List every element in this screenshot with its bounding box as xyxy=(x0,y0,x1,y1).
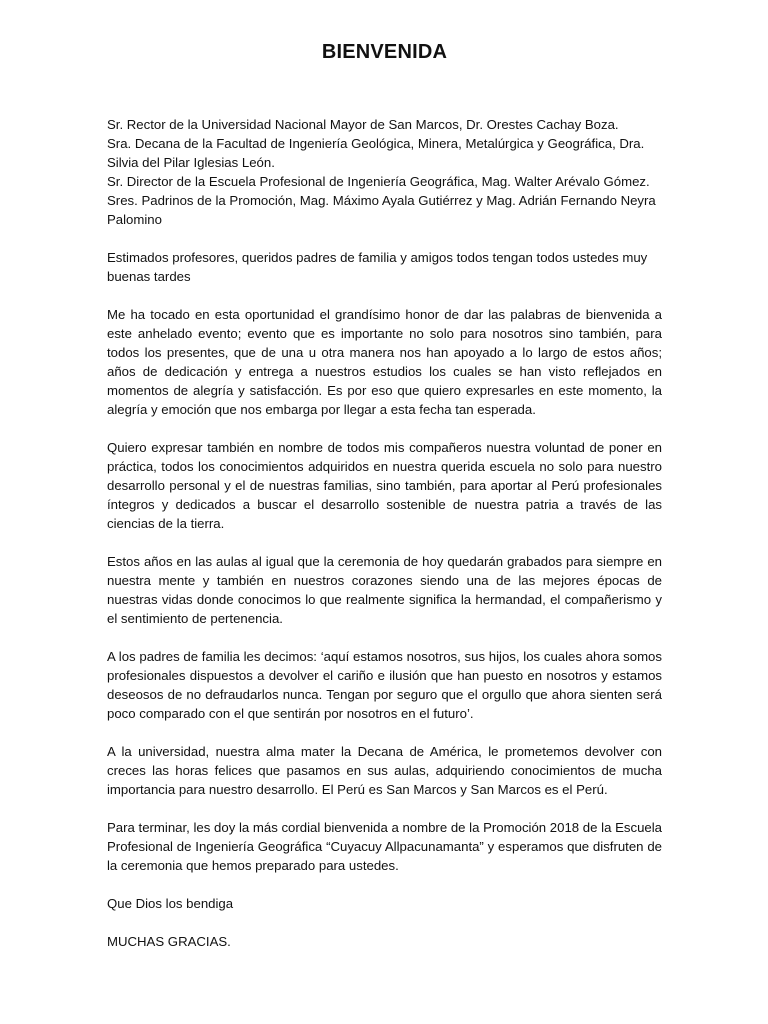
paragraph-universidad: A la universidad, nuestra alma mater la Decana de América, le prometemos devolver con creces las horas felices que pasamos en sus aulas, adquiriendo conocimientos de mucha importancia para nuestro desarrollo. El Perú es San Marcos y San Marcos es el Perú. xyxy=(107,744,662,797)
paragraph-cierre: Para terminar, les doy la más cordial bienvenida a nombre de la Promoción 2018 de la Escuela Profesional de Ingeniería Geográfica “Cuyacuy Allpacunamanta” y esperamos que disfruten de la ceremonia que hemos preparado para ustedes. xyxy=(107,820,662,873)
salutation-director: Sr. Director de la Escuela Profesional de Ingeniería Geográfica, Mag. Walter Arévalo Gómez. xyxy=(107,174,650,189)
salutations xyxy=(107,115,662,229)
paragraph-honor: Me ha tocado en esta oportunidad el grandísimo honor de dar las palabras de bienvenida a este anhelado evento; evento que es importante no solo para nosotros sino también, para todos los presentes, que de una u otra manera nos han apoyado a lo largo de estos años; años de dedicación y entrega a nuestros estudios los cuales se han visto reflejados en momentos de alegría y satisfacción. Es por eso que quiero expresarles en este momento, la alegría y emoción que nos embarga por llegar a esta fecha tan esperada. xyxy=(107,307,662,417)
paragraph-padres: A los padres de familia les decimos: ‘aquí estamos nosotros, sus hijos, los cuales ahora somos profesionales dispuestos a devolver el cariño e ilusión que han puesto en nosotros y estamos deseosos de no defraudarlos nunca. Tengan por seguro que el orgullo que ahora sienten será poco comparado con el que sentirán por nosotros en el futuro’. xyxy=(107,649,662,721)
document-body xyxy=(107,115,662,951)
document-title: BIENVENIDA xyxy=(321,41,448,63)
salutation-padrinos: Sres. Padrinos de la Promoción, Mag. Máximo Ayala Gutiérrez y Mag. Adrián Fernando Neyra Palomino xyxy=(107,193,656,227)
paragraph-recuerdos: Estos años en las aulas al igual que la ceremonia de hoy quedarán grabados para siempre en nuestra mente y también en nuestros corazones siendo una de las mejores épocas de nuestras vidas donde conocimos lo que realmente significa la hermandad, el compañerismo y el sentimiento de pertenencia. xyxy=(107,554,662,626)
salutation-decana: Sra. Decana de la Facultad de Ingeniería Geológica, Minera, Metalúrgica y Geográfica, Dra. Silvia del Pilar Iglesias León. xyxy=(107,136,645,170)
paragraph-compromiso: Quiero expresar también en nombre de todos mis compañeros nuestra voluntad de poner en práctica, todos los conocimientos adquiridos en nuestra querida escuela no solo para nuestro desarrollo personal y el de nuestras familias, sino también, para aportar al Perú profesionales íntegros y dedicados a buscar el desarrollo sostenible de nuestra patria a través de las ciencias de la tierra. xyxy=(107,440,662,531)
greeting-paragraph: Estimados profesores, queridos padres de familia y amigos todos tengan todos ustedes muy buenas tardes xyxy=(107,250,648,284)
thanks-line: MUCHAS GRACIAS. xyxy=(107,934,231,949)
blessing-line: Que Dios los bendiga xyxy=(107,896,234,911)
salutation-rector: Sr. Rector de la Universidad Nacional Mayor de San Marcos, Dr. Orestes Cachay Boza. xyxy=(107,117,619,132)
